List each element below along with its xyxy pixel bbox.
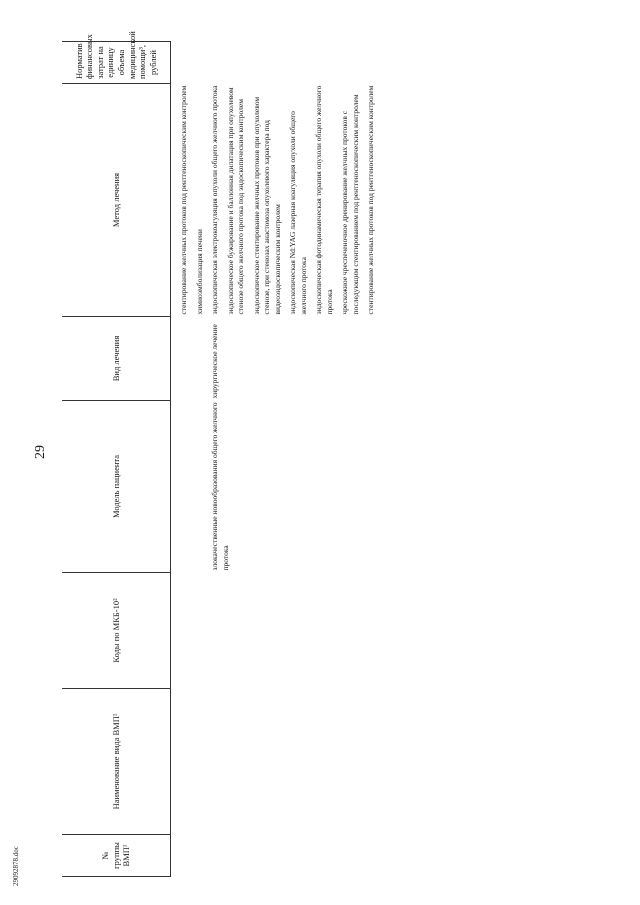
patient-model-cell: злокачественные новообразования общего желчного протока: [210, 402, 230, 571]
header-treatment-method: Метод лечения: [62, 84, 171, 317]
treatment-method-item: эндоскопическая электрокоагуляция опухоли общего желчного протока: [210, 85, 219, 315]
treatment-table: [62, 31, 382, 877]
treatment-method-item: эндоскопическое стентирование желчных протоков при опухолевом стенозе, при стенозах анастомоза опухолевого характера под видеоэндоскопическим контролем: [251, 96, 282, 315]
header-patient-model: Модель пациента: [62, 401, 171, 573]
page-number: 29: [33, 445, 48, 459]
treatment-type-cell: хирургическое лечение: [210, 324, 219, 399]
treatment-method-item: эндоскопическая Nd:YAG лазерная коагуляция опухоли общего желчного протока: [288, 111, 308, 315]
treatment-table-container: [62, 31, 612, 877]
header-icd-codes: Коды по МКБ-10²: [62, 573, 171, 689]
header-treatment-type: Вид лечения: [62, 317, 171, 401]
treatment-method-cell: [210, 84, 382, 317]
table-row: [171, 42, 211, 877]
header-group-number: № группы ВМП¹: [62, 835, 171, 877]
treatment-method-item: химиоэмболизация печени: [194, 229, 204, 315]
treatment-method-item: эндоскопическое бужирование и баллонная дилатация при опухолевом стенозе общего желчного протока под эндоскопическим контролем: [225, 87, 245, 315]
treatment-method-cell: [171, 84, 211, 317]
treatment-method-item: стентирование желчных протоков под рентгеноскопическим контролем: [366, 85, 375, 315]
treatment-method-item: эндоскопическая фотодинамическая терапия опухоли общего желчного протока: [314, 85, 334, 315]
table-header-row: [62, 42, 171, 877]
header-cost-norm: Норматив финансовых затрат на единицу объема медицинской помощи³, рублей: [62, 42, 171, 84]
table-row: [210, 42, 382, 877]
treatment-method-item: чрескожное чреспеченочное дренирование желчных протоков с последующим стентированием под рентгеноскопическим контролем: [340, 94, 360, 315]
treatment-method-item: стентирование желчных протоков под рентгеноскопическим контролем: [179, 85, 188, 315]
footer-filename: 29092878.doc: [12, 846, 20, 886]
header-vmp-name: Наименование вида ВМП¹: [62, 689, 171, 835]
